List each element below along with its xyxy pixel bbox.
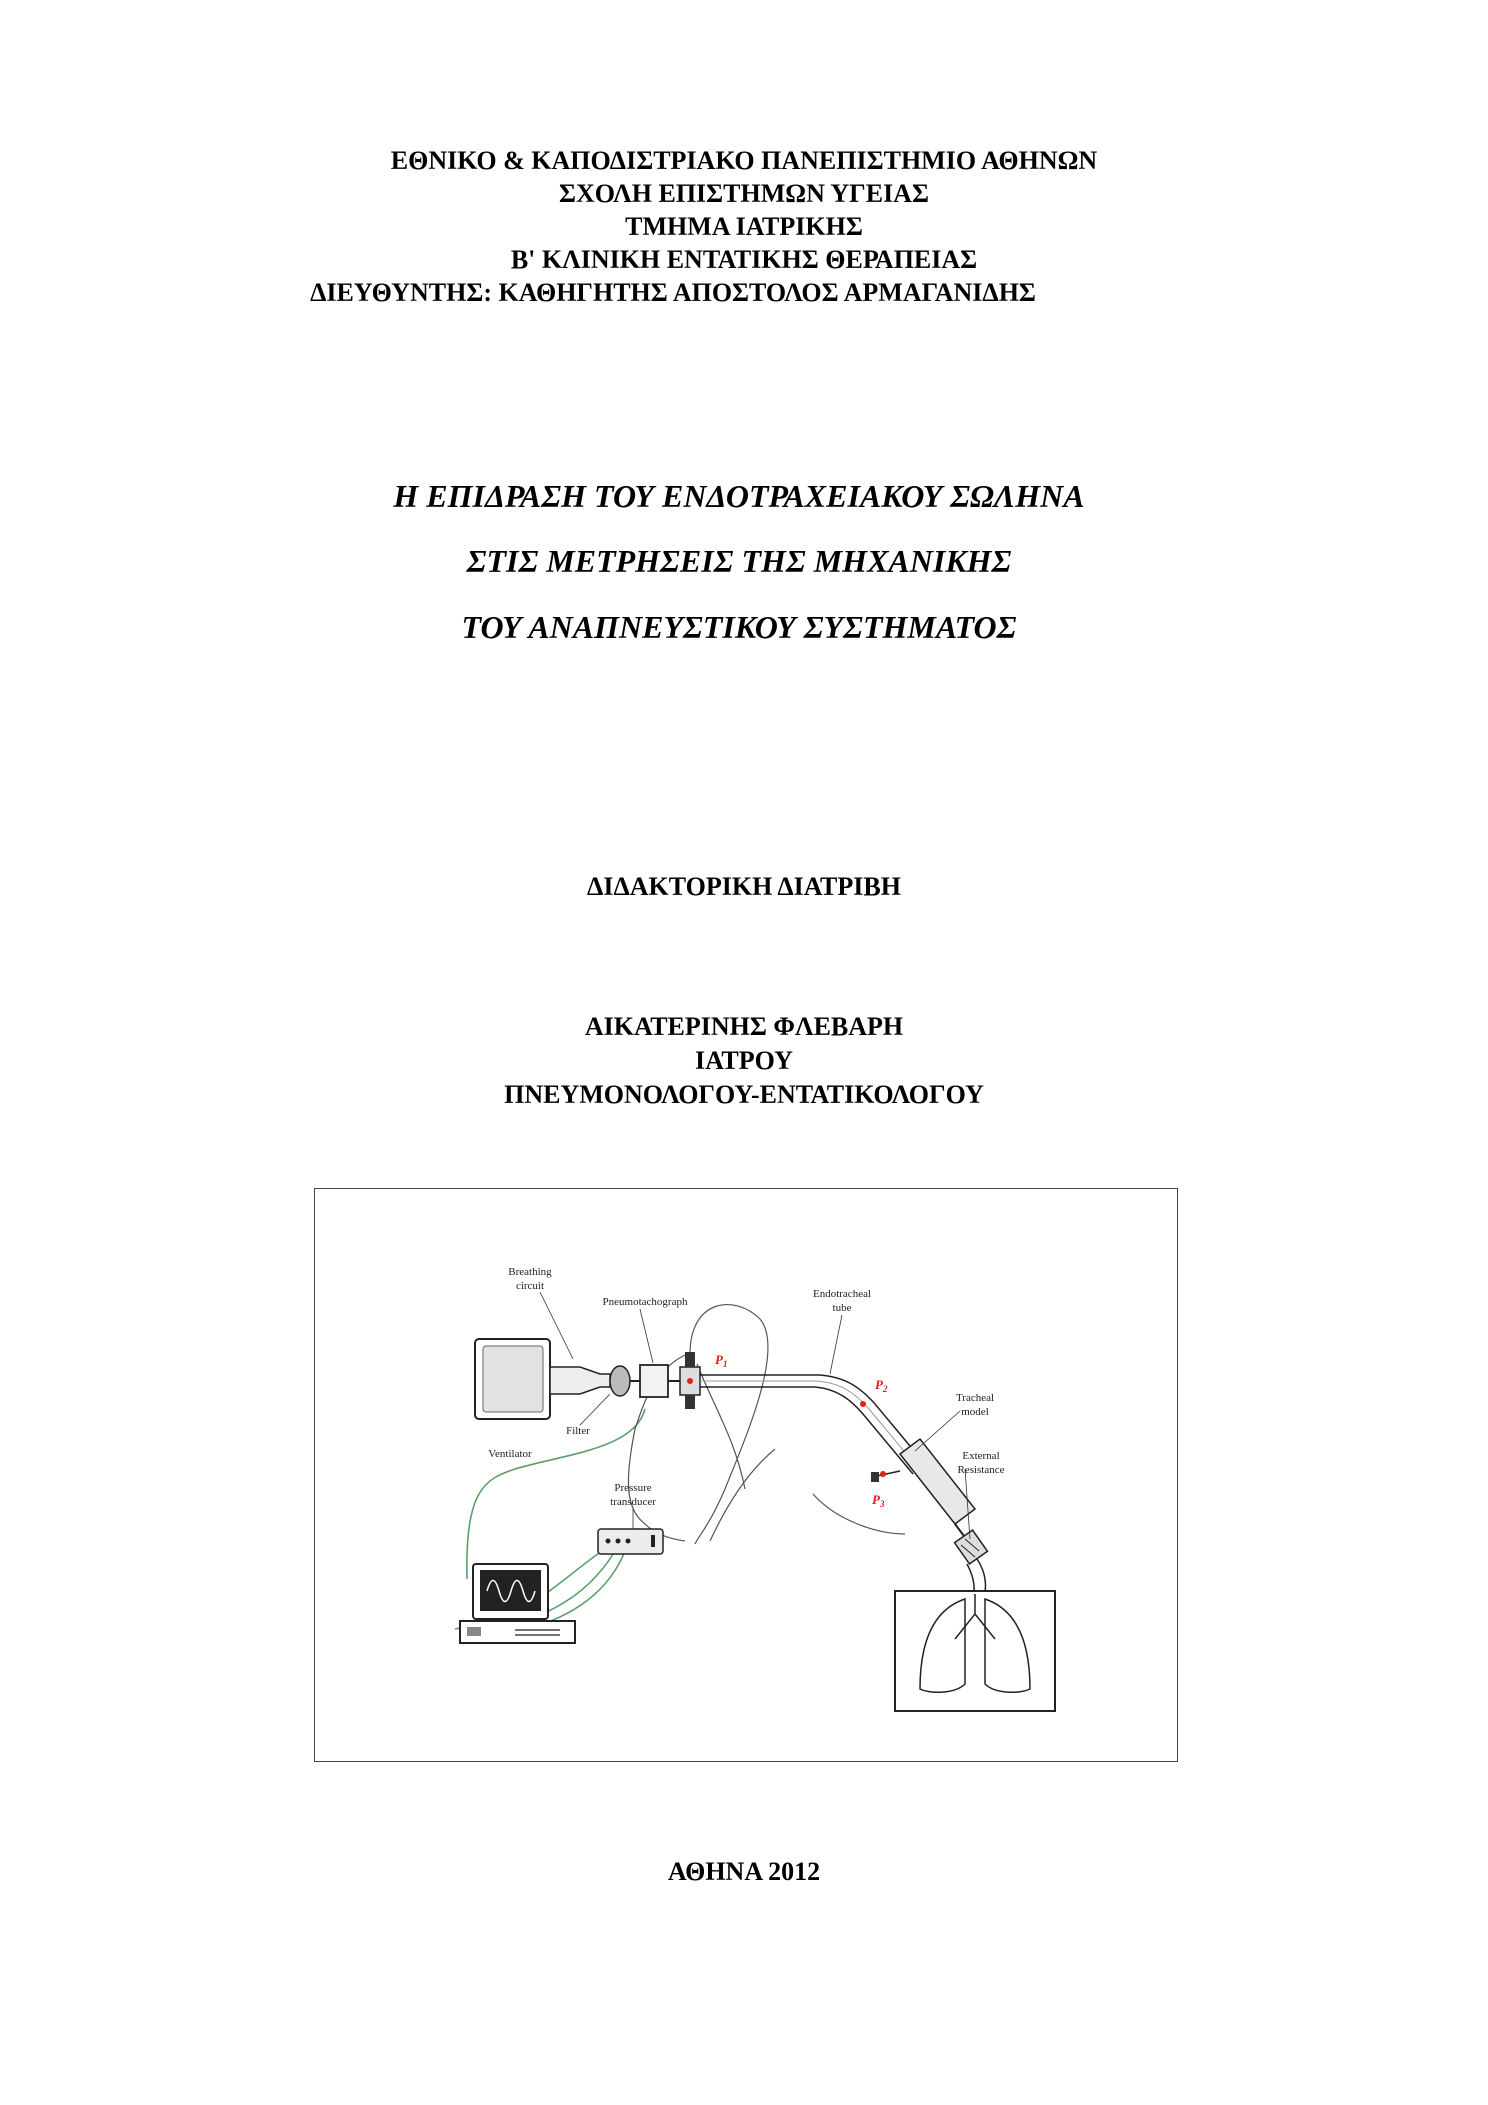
lung-model: [895, 1591, 1055, 1711]
label-pneumotachograph: Pneumotachograph: [602, 1296, 688, 1308]
author-role: ΙΑΤΡΟΥ: [695, 1046, 793, 1075]
label-ventilator: Ventilator: [488, 1448, 532, 1460]
label-p3: $P_3$: [872, 1492, 885, 1509]
label-endotracheal-1: Endotracheal: [812, 1288, 872, 1300]
label-p1: $P_1$: [715, 1352, 728, 1369]
thesis-type: ΔΙΔΑΚΤΟΡΙΚΗ ΔΙΑΤΡΙΒΗ: [587, 872, 901, 901]
director-line: ΔΙΕΥΘΥΝΤΗΣ: ΚΑΘΗΓΗΤΗΣ ΑΠΟΣΤΟΛΟΣ ΑΡΜΑΓΑΝΙΔΗΣ: [310, 278, 1036, 307]
label-tracheal-1: Tracheal: [955, 1392, 995, 1404]
label-external-1: External: [962, 1450, 1000, 1462]
pressure-lines: [628, 1305, 905, 1544]
pressure-markers: [687, 1378, 886, 1477]
label-tracheal-2: model: [961, 1406, 989, 1418]
place-and-year: ΑΘΗΝΑ 2012: [667, 1857, 821, 1886]
pressure-transducer: [598, 1529, 663, 1554]
label-external-2: Resistance: [957, 1464, 1005, 1476]
thesis-title-line-1: Η ΕΠΙΔΡΑΣΗ ΤΟΥ ΕΝΔΟΤΡΑΧΕΙΑΚΟΥ ΣΩΛΗΝΑ: [393, 478, 1085, 514]
pneumotachograph: [640, 1365, 668, 1397]
label-pressure-2: transducer: [610, 1496, 656, 1508]
setup-diagram: [315, 1189, 1179, 1763]
label-p2: $P_2$: [875, 1377, 888, 1394]
setup-diagram-frame: [314, 1188, 1178, 1762]
university-name: ΕΘΝΙΚΟ & ΚΑΠΟΔΙΣΤΡΙΑΚΟ ΠΑΝΕΠΙΣΤΗΜΙΟ ΑΘΗΝΩΝ: [390, 146, 1098, 175]
label-pressure-1: Pressure: [614, 1482, 652, 1494]
computer: [460, 1564, 575, 1643]
department-name: ΤΜΗΜΑ ΙΑΤΡΙΚΗΣ: [625, 212, 863, 241]
thesis-title-line-3: ΤΟΥ ΑΝΑΠΝΕΥΣΤΙΚΟΥ ΣΥΣΤΗΜΑΤΟΣ: [461, 609, 1017, 645]
label-endotracheal-2: tube: [832, 1302, 852, 1314]
clinic-name: Β' ΚΛΙΝΙΚΗ ΕΝΤΑΤΙΚΗΣ ΘΕΡΑΠΕΙΑΣ: [510, 245, 978, 274]
filter-disc: [610, 1366, 630, 1396]
school-name: ΣΧΟΛΗ ΕΠΙΣΤΗΜΩΝ ΥΓΕΙΑΣ: [559, 179, 929, 208]
author-name: ΑΙΚΑΤΕΡΙΝΗΣ ΦΛΕΒΑΡΗ: [584, 1012, 904, 1041]
thesis-title-line-2: ΣΤΙΣ ΜΕΤΡΗΣΕΙΣ ΤΗΣ ΜΗΧΑΝΙΚΗΣ: [466, 543, 1012, 579]
ventilator: [475, 1339, 610, 1419]
label-breathing-circuit-1: Breathing: [508, 1266, 552, 1278]
leader-lines: [540, 1292, 970, 1539]
author-specialty: ΠΝΕΥΜΟΝΟΛΟΓΟΥ-ΕΝΤΑΤΙΚΟΛΟΓΟΥ: [504, 1080, 984, 1109]
tracheal-model: [871, 1439, 975, 1524]
endotracheal-tube: [700, 1375, 925, 1474]
label-breathing-circuit-2: circuit: [515, 1280, 545, 1292]
external-resistance: [955, 1524, 988, 1599]
label-filter: Filter: [566, 1425, 590, 1437]
